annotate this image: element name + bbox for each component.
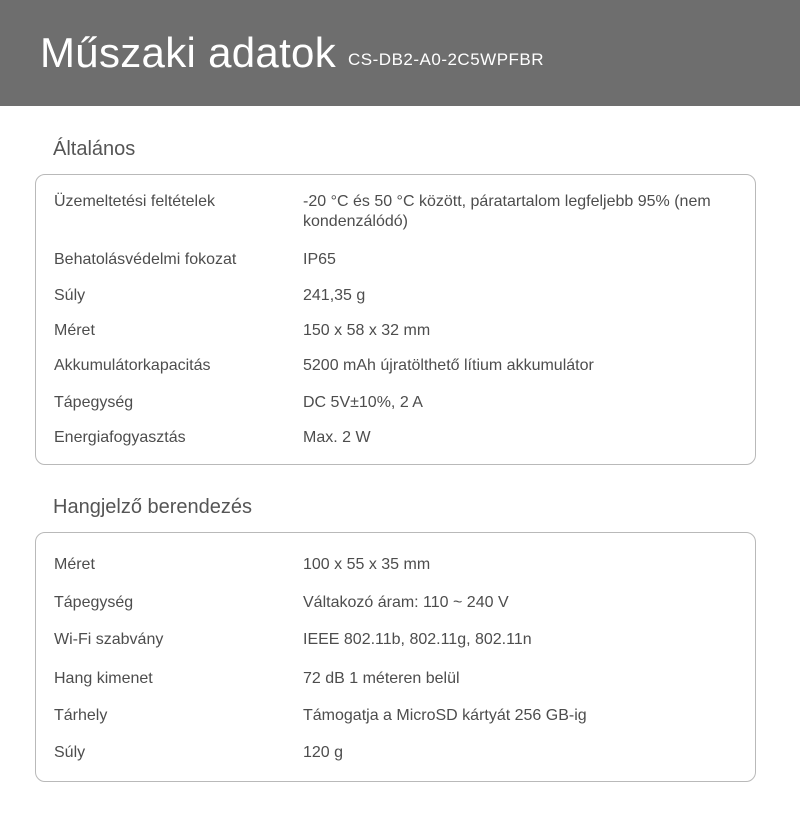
spec-value: 5200 mAh újratölthető lítium akkumulátor xyxy=(303,357,594,374)
page-title: Műszaki adatok xyxy=(40,29,337,76)
spec-card-chime xyxy=(35,532,756,782)
section-title-general: Általános xyxy=(53,138,136,160)
spec-value: 72 dB 1 méteren belül xyxy=(303,670,460,687)
spec-value: 120 g xyxy=(303,744,344,761)
spec-label: Tápegység xyxy=(54,594,134,611)
spec-value: IEEE 802.11b, 802.11g, 802.11n xyxy=(303,631,532,648)
spec-value: 100 x 55 x 35 mm xyxy=(303,556,431,573)
spec-label: Tápegység xyxy=(54,394,134,411)
spec-label: Méret xyxy=(54,556,95,573)
spec-value: Max. 2 W xyxy=(303,429,371,446)
spec-label: Tárhely xyxy=(54,707,108,724)
spec-value: Váltakozó áram: 110 ~ 240 V xyxy=(303,594,509,611)
page-header xyxy=(0,0,800,106)
spec-value: 241,35 g xyxy=(303,287,366,304)
spec-value: -20 °C és 50 °C között, páratartalom legfeljebb 95% (nem kondenzálódó) xyxy=(303,193,711,230)
spec-label: Akkumulátorkapacitás xyxy=(54,357,211,374)
spec-value: 150 x 58 x 32 mm xyxy=(303,322,431,339)
section-title-chime: Hangjelző berendezés xyxy=(53,496,253,518)
spec-label: Súly xyxy=(54,744,86,761)
spec-value: IP65 xyxy=(303,251,336,268)
spec-value: Támogatja a MicroSD kártyát 256 GB-ig xyxy=(303,707,587,724)
spec-card-general xyxy=(35,174,756,465)
spec-label: Súly xyxy=(54,287,86,304)
spec-label: Hang kimenet xyxy=(54,670,153,687)
spec-value: DC 5V±10%, 2 A xyxy=(303,394,423,411)
spec-label: Behatolásvédelmi fokozat xyxy=(54,251,237,268)
model-number: CS-DB2-A0-2C5WPFBR xyxy=(348,50,545,69)
spec-label: Wi-Fi szabvány xyxy=(54,631,164,648)
spec-label: Méret xyxy=(54,322,95,339)
spec-label: Üzemeltetési feltételek xyxy=(54,193,215,210)
spec-label: Energiafogyasztás xyxy=(54,429,186,446)
